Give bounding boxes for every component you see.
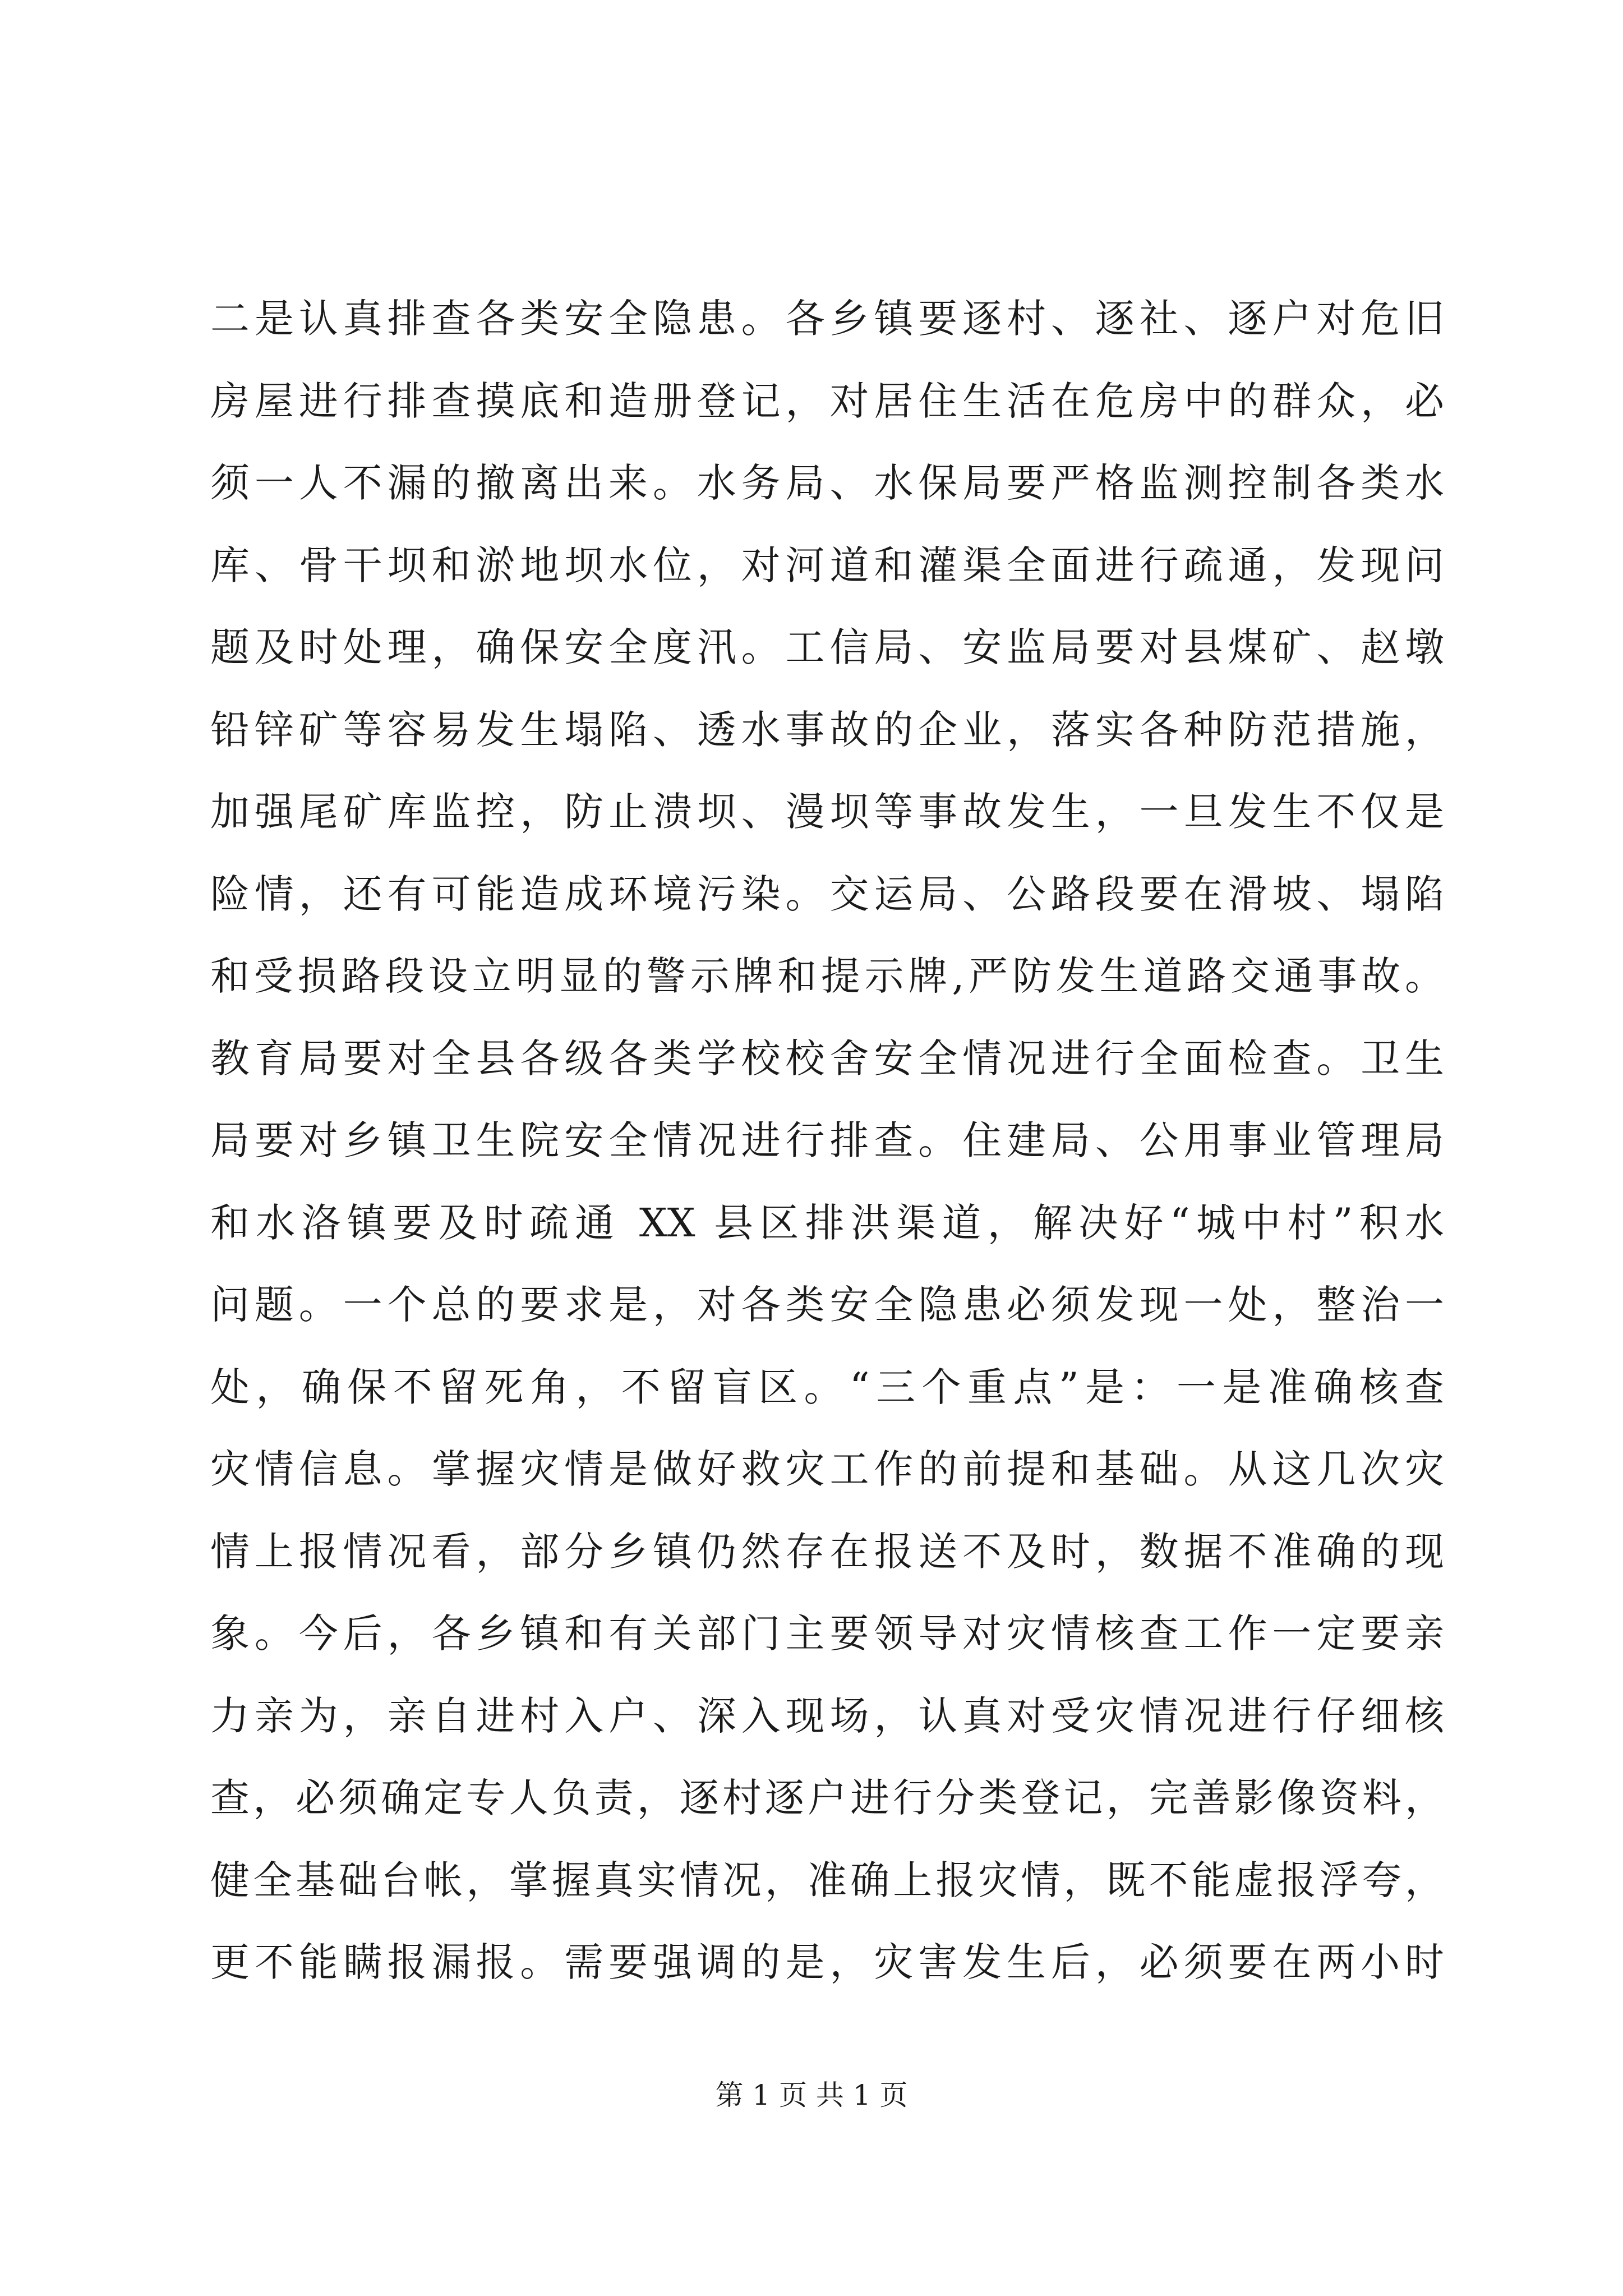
text-line: 处，确保不留死角，不留盲区。“三个重点”是：一是准确核查 <box>210 1364 1444 1410</box>
text-line: 更不能瞒报漏报。需要强调的是，灾害发生后，必须要在两小时 <box>210 1939 1444 1985</box>
text-line: 教育局要对全县各级各类学校校舍安全情况进行全面检查。卫生 <box>210 1035 1444 1082</box>
text-line: 和水洛镇要及时疏通 XX 县区排洪渠道，解决好“城中村”积水 <box>210 1199 1444 1246</box>
text-line: 力亲为，亲自进村入户、深入现场，认真对受灾情况进行仔细核 <box>210 1692 1444 1739</box>
page-number-footer: 第 1 页 共 1 页 <box>715 2079 908 2111</box>
text-line: 房屋进行排查摸底和造册登记，对居住生活在危房中的群众，必 <box>210 378 1444 424</box>
text-line: 二是认真排查各类安全隐患。各乡镇要逐村、逐社、逐户对危旧 <box>210 296 1444 342</box>
text-line: 象。今后，各乡镇和有关部门主要领导对灾情核查工作一定要亲 <box>210 1611 1444 1657</box>
text-line: 和受损路段设立明显的警示牌和提示牌,严防发生道路交通事故。 <box>210 953 1444 999</box>
body-text <box>210 278 1444 2004</box>
text-line: 问题。一个总的要求是，对各类安全隐患必须发现一处，整治一 <box>210 1282 1444 1328</box>
text-line: 库、骨干坝和淤地坝水位，对河道和灌渠全面进行疏通，发现问 <box>210 542 1444 588</box>
text-line: 险情，还有可能造成环境污染。交运局、公路段要在滑坡、塌陷 <box>210 871 1444 917</box>
text-line: 灾情信息。掌握灾情是做好救灾工作的前提和基础。从这几次灾 <box>210 1446 1444 1492</box>
text-line: 须一人不漏的撤离出来。水务局、水保局要严格监测控制各类水 <box>210 460 1444 506</box>
text-line: 局要对乡镇卫生院安全情况进行排查。住建局、公用事业管理局 <box>210 1117 1444 1163</box>
text-line: 情上报情况看，部分乡镇仍然存在报送不及时，数据不准确的现 <box>210 1528 1444 1575</box>
text-line: 铅锌矿等容易发生塌陷、透水事故的企业，落实各种防范措施， <box>210 706 1444 753</box>
text-line: 题及时处理，确保安全度汛。工信局、安监局要对县煤矿、赵墩 <box>210 624 1444 670</box>
text-line: 加强尾矿库监控，防止溃坝、漫坝等事故发生，一旦发生不仅是 <box>210 789 1444 835</box>
text-line: 查，必须确定专人负责，逐村逐户进行分类登记，完善影像资料， <box>210 1775 1444 1821</box>
text-line: 健全基础台帐，掌握真实情况，准确上报灾情，既不能虚报浮夸， <box>210 1857 1444 1903</box>
